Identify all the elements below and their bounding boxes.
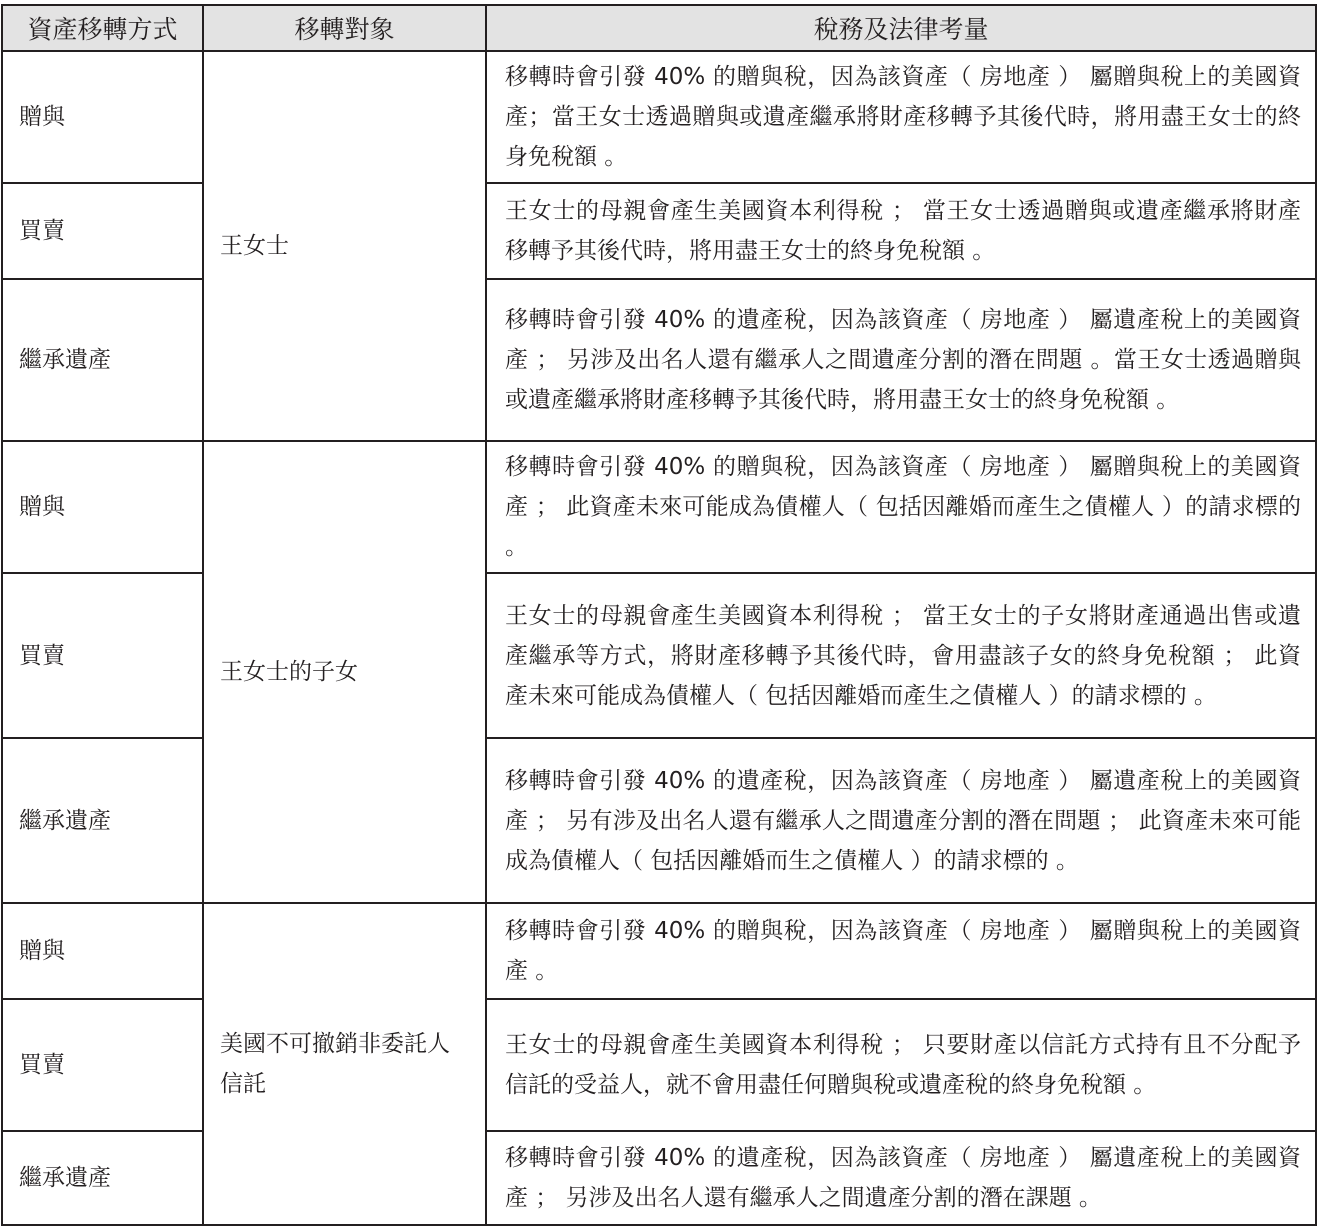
transfer-method-cell: 繼承遺產 — [2, 738, 203, 903]
consideration-cell: 移轉時會引發 40% 的遺產稅，因為該資產（ 房地產 ） 屬遺產稅上的美國資產 ； 另涉及出名人還有繼承人之間遺產分割的潛在課題 。 — [486, 1131, 1316, 1225]
asset-transfer-table — [1, 4, 1317, 1226]
transfer-method-cell: 買賣 — [2, 183, 203, 279]
consideration-cell: 王女士的母親會產生美國資本利得稅 ； 當王女士的子女將財產通過出售或遺產繼承等方式，將財產移轉予其後代時，會用盡該子女的終身免稅額 ； 此資產未來可能成為債權人（ 包括因離婚而產生之債權人 ）的請求標的 。 — [486, 573, 1316, 738]
consideration-cell: 移轉時會引發 40% 的贈與稅，因為該資產（ 房地產 ） 屬贈與稅上的美國資產 。 — [486, 903, 1316, 999]
consideration-cell: 移轉時會引發 40% 的遺產稅，因為該資產（ 房地產 ） 屬遺產稅上的美國資產 ； 另涉及出名人還有繼承人之間遺產分割的潛在問題 。當王女士透過贈與或遺產繼承將財產移轉予其後代時，將用盡王女士的終身免稅額 。 — [486, 279, 1316, 441]
recipient-cell: 美國不可撤銷非委託人信託 — [203, 903, 486, 1225]
table-row — [2, 441, 1316, 573]
transfer-method-cell: 買賣 — [2, 999, 203, 1131]
recipient-cell: 王女士 — [203, 51, 486, 441]
table-row — [2, 738, 1316, 903]
table-row — [2, 183, 1316, 279]
consideration-cell: 移轉時會引發 40% 的遺產稅，因為該資產（ 房地產 ） 屬遺產稅上的美國資產 ； 另有涉及出名人還有繼承人之間遺產分割的潛在問題 ； 此資產未來可能成為債權人（ 包括因離婚而生之債權人 ）的請求標的 。 — [486, 738, 1316, 903]
transfer-method-cell: 繼承遺產 — [2, 279, 203, 441]
consideration-cell: 移轉時會引發 40% 的贈與稅，因為該資產（ 房地產 ） 屬贈與稅上的美國資產；當王女士透過贈與或遺產繼承將財產移轉予其後代時，將用盡王女士的終身免稅額 。 — [486, 51, 1316, 183]
consideration-cell: 移轉時會引發 40% 的贈與稅，因為該資產（ 房地產 ） 屬贈與稅上的美國資產 ； 此資產未來可能成為債權人（ 包括因離婚而產生之債權人 ）的請求標的 。 — [486, 441, 1316, 573]
transfer-method-cell: 買賣 — [2, 573, 203, 738]
transfer-method-cell: 贈與 — [2, 51, 203, 183]
table-row — [2, 279, 1316, 441]
table-row — [2, 1131, 1316, 1225]
header-considerations: 稅務及法律考量 — [486, 5, 1316, 51]
recipient-cell: 王女士的子女 — [203, 441, 486, 903]
header-recipient: 移轉對象 — [203, 5, 486, 51]
consideration-cell: 王女士的母親會產生美國資本利得稅 ； 當王女士透過贈與或遺產繼承將財產移轉予其後代時，將用盡王女士的終身免稅額 。 — [486, 183, 1316, 279]
transfer-method-cell: 贈與 — [2, 903, 203, 999]
table-row — [2, 573, 1316, 738]
consideration-cell: 王女士的母親會產生美國資本利得稅 ； 只要財產以信託方式持有且不分配予信託的受益人，就不會用盡任何贈與稅或遺產稅的終身免稅額 。 — [486, 999, 1316, 1131]
header-row — [2, 5, 1316, 51]
header-method: 資產移轉方式 — [2, 5, 203, 51]
table-row — [2, 51, 1316, 183]
table-row — [2, 903, 1316, 999]
transfer-method-cell: 贈與 — [2, 441, 203, 573]
transfer-method-cell: 繼承遺產 — [2, 1131, 203, 1225]
table-row — [2, 999, 1316, 1131]
